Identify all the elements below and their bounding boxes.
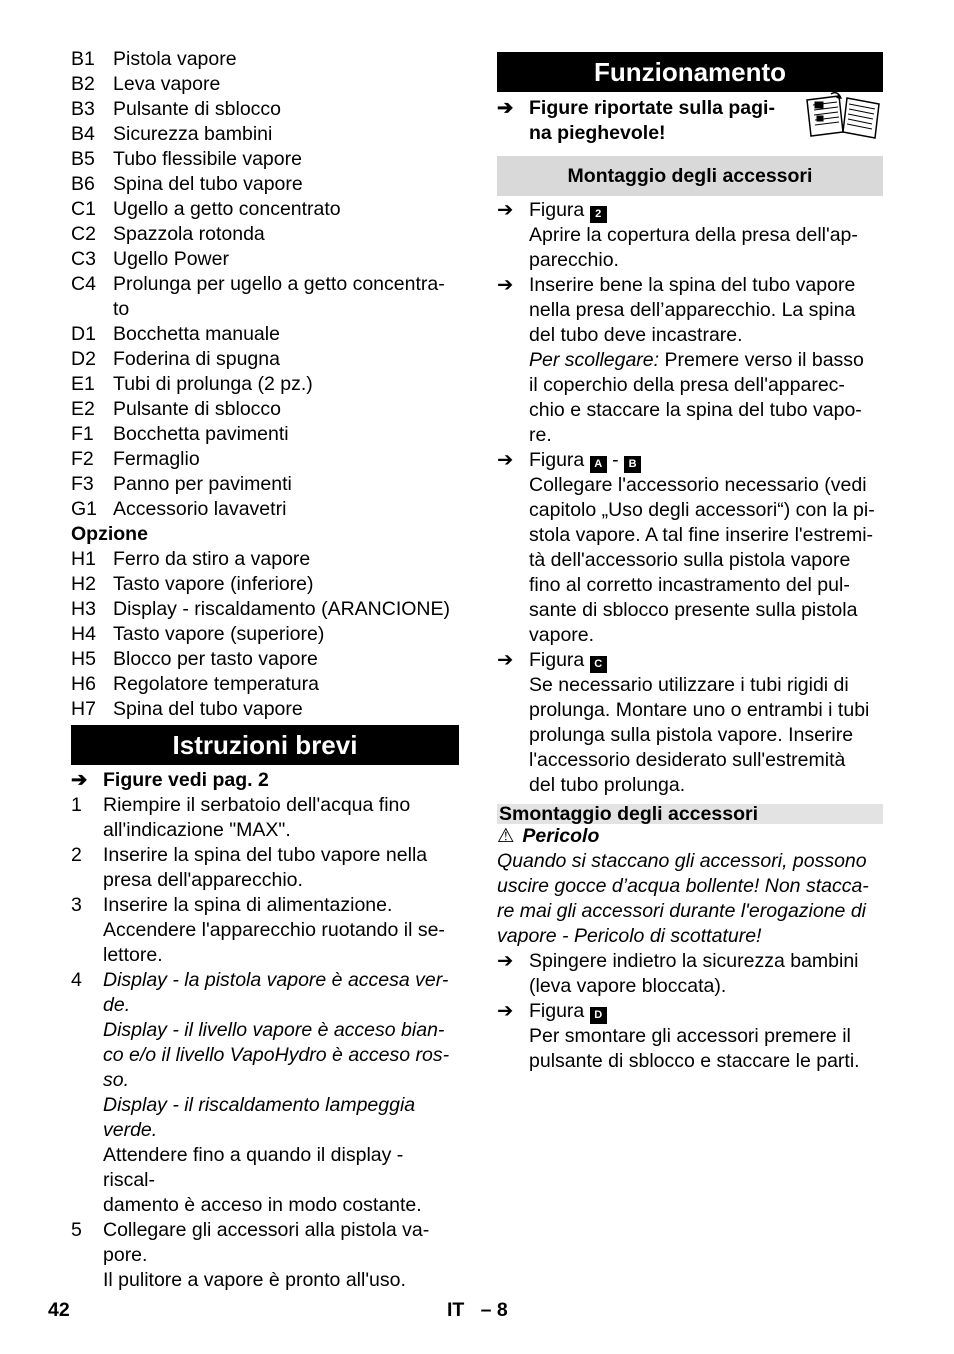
list-item bbox=[71, 72, 459, 97]
step-number: 5 bbox=[71, 1219, 82, 1241]
step-1 bbox=[71, 793, 459, 843]
figure-box: A bbox=[590, 456, 607, 473]
figure-box: D bbox=[590, 1007, 607, 1024]
insert-plug-text: Inserire bene la spina del tubo vapore nella presa dell’apparecchio. La spina del tubo deve incastrare. bbox=[529, 274, 856, 346]
list-item bbox=[71, 97, 459, 122]
item-code: E1 bbox=[71, 373, 95, 395]
item-text: Ugello Power bbox=[113, 248, 229, 270]
item-code: B2 bbox=[71, 73, 95, 95]
step-number: 2 bbox=[71, 844, 82, 866]
item-text: Spina del tubo vapore bbox=[113, 173, 303, 195]
item-text: Sicurezza bambini bbox=[113, 123, 273, 145]
item-text: Regolatore temperatura bbox=[113, 673, 319, 695]
list-item bbox=[71, 447, 459, 472]
item-code: B4 bbox=[71, 123, 95, 145]
parts-list bbox=[71, 47, 459, 522]
figure-text: Aprire la copertura della presa dell'ap- parecchio. bbox=[529, 224, 858, 271]
step-text: Riempire il serbatoio dell'acqua fino all'indicazione "MAX". bbox=[103, 794, 411, 841]
item-code: C2 bbox=[71, 223, 96, 245]
figure-text: Collegare l'accessorio necessario (vedi capitolo „Uso degli accessori“) con la pi- stola vapore. A tal fine inserire l'estremi- tà dell'accessorio sulla pistola vapore fino al corretto incastramento del pul- sante di sblocco presente sulla pistola vapore. bbox=[529, 474, 875, 646]
arrow-icon: ➔ bbox=[497, 449, 514, 471]
item-text: Tubi di prolunga (2 pz.) bbox=[113, 373, 313, 395]
list-item bbox=[71, 472, 459, 497]
item-code: D1 bbox=[71, 323, 96, 345]
arrow-icon: ➔ bbox=[497, 97, 514, 119]
figure-box: 2 bbox=[590, 206, 607, 223]
step-number: 1 bbox=[71, 794, 82, 816]
step-main-text: Collegare gli accessori alla pistola va- pore. bbox=[103, 1219, 430, 1266]
step-number: 4 bbox=[71, 969, 82, 991]
display-note-green: Display - la pistola vapore è accesa ver- de. bbox=[103, 969, 449, 1016]
smontaggio-heading: Smontaggio degli accessori bbox=[497, 804, 883, 824]
item-code: E2 bbox=[71, 398, 95, 420]
item-text: Pulsante di sblocco bbox=[113, 98, 282, 120]
item-code: B5 bbox=[71, 148, 95, 170]
arrow-icon: ➔ bbox=[497, 199, 514, 221]
item-text: Display - riscaldamento (ARANCIONE) bbox=[113, 598, 450, 620]
smontaggio-child-lock bbox=[497, 949, 883, 999]
montaggio-heading: Montaggio degli accessori bbox=[497, 156, 883, 196]
arrow-icon: ➔ bbox=[497, 950, 514, 972]
child-lock-text: Spingere indietro la sicurezza bambini (leva vapore bloccata). bbox=[529, 950, 859, 997]
smontaggio-section bbox=[497, 824, 883, 1074]
list-item bbox=[71, 672, 459, 697]
list-item bbox=[71, 497, 459, 522]
item-code: G1 bbox=[71, 498, 98, 520]
montaggio-fig-2 bbox=[497, 198, 883, 273]
arrow-icon: ➔ bbox=[497, 274, 514, 296]
item-text: Pistola vapore bbox=[113, 48, 237, 70]
list-item bbox=[71, 172, 459, 197]
figure-box: C bbox=[590, 656, 607, 673]
item-code: B3 bbox=[71, 98, 95, 120]
arrow-icon: ➔ bbox=[497, 649, 514, 671]
figure-label: Figura bbox=[529, 1000, 585, 1022]
item-code: H2 bbox=[71, 573, 96, 595]
list-item bbox=[71, 547, 459, 572]
scollegare-label: Per scollegare: bbox=[529, 349, 660, 371]
istruzioni-brevi-heading: Istruzioni brevi bbox=[71, 725, 459, 765]
smontaggio-fig-d-body bbox=[529, 999, 883, 1074]
list-item bbox=[71, 222, 459, 247]
item-text: Accessorio lavavetri bbox=[113, 498, 287, 520]
montaggio-fig-ab bbox=[497, 448, 883, 648]
item-code: F2 bbox=[71, 448, 94, 470]
list-item bbox=[71, 122, 459, 147]
list-item bbox=[71, 372, 459, 397]
item-text: Tasto vapore (inferiore) bbox=[113, 573, 314, 595]
item-code: F1 bbox=[71, 423, 94, 445]
display-note-level: Display - il livello vapore è acceso bian- co e/o il livello VapoHydro è acceso ros- so. bbox=[103, 1019, 450, 1091]
figure-ref-text: Figure vedi pag. 2 bbox=[103, 769, 269, 791]
step-extra-text: Il pulitore a vapore è pronto all'uso. bbox=[103, 1269, 406, 1291]
option-heading: Opzione bbox=[71, 523, 148, 545]
warning-text: Quando si staccano gli accessori, possono uscire gocce d’acqua bollente! Non stacca- re mai gli accessori durante l'erogazione di vapore - Pericolo di scottature! bbox=[497, 850, 869, 947]
funzionamento-heading: Funzionamento bbox=[497, 52, 883, 92]
list-item bbox=[71, 697, 459, 722]
figure-ref-note bbox=[71, 768, 459, 793]
item-text: Ferro da stiro a vapore bbox=[113, 548, 311, 570]
item-code: H5 bbox=[71, 648, 96, 670]
step-2 bbox=[71, 843, 459, 893]
step-3 bbox=[71, 893, 459, 968]
warning-icon: ⚠ bbox=[497, 825, 515, 847]
arrow-icon: ➔ bbox=[497, 1000, 514, 1022]
list-item bbox=[71, 47, 459, 72]
montaggio-fig-c bbox=[497, 648, 883, 798]
step-text: Inserire la spina del tubo vapore nella presa dell'apparecchio. bbox=[103, 844, 428, 891]
item-text: Blocco per tasto vapore bbox=[113, 648, 318, 670]
item-code: H1 bbox=[71, 548, 96, 570]
figure-label: Figura bbox=[529, 649, 585, 671]
step-4 bbox=[71, 968, 459, 1218]
item-code: B1 bbox=[71, 48, 95, 70]
item-code: C1 bbox=[71, 198, 96, 220]
list-item bbox=[71, 322, 459, 347]
item-code: F3 bbox=[71, 473, 94, 495]
montaggio-fig-ab-body bbox=[529, 448, 883, 648]
step-main-text: Inserire la spina di alimentazione. bbox=[103, 894, 393, 916]
item-text: Fermaglio bbox=[113, 448, 200, 470]
foldout-book-icon bbox=[803, 92, 883, 142]
figure-text: Per smontare gli accessori premere il pulsante di sblocco e staccare le parti. bbox=[529, 1025, 860, 1072]
page-number: 42 bbox=[48, 1299, 70, 1321]
item-text: Panno per pavimenti bbox=[113, 473, 292, 495]
list-item bbox=[71, 197, 459, 222]
figure-label: Figura bbox=[529, 449, 585, 471]
left-column bbox=[71, 47, 459, 1293]
montaggio-fig-2-body bbox=[529, 198, 883, 273]
item-code: H4 bbox=[71, 623, 96, 645]
warning-heading bbox=[497, 824, 883, 849]
list-item bbox=[71, 272, 459, 322]
figure-box: B bbox=[624, 456, 641, 473]
item-text: Leva vapore bbox=[113, 73, 221, 95]
list-item bbox=[71, 397, 459, 422]
figure-note bbox=[497, 96, 883, 148]
arrow-icon: ➔ bbox=[71, 769, 88, 791]
figure-note-text: Figure riportate sulla pagi- na pieghevole! bbox=[529, 97, 775, 144]
figure-label: Figura bbox=[529, 199, 585, 221]
list-item bbox=[71, 347, 459, 372]
scollegare-text: Premere verso il basso il coperchio della presa dell'apparec- chio e staccare la spina del tubo vapo- re. bbox=[529, 349, 864, 446]
right-column bbox=[497, 52, 883, 1074]
list-item bbox=[71, 147, 459, 172]
list-item bbox=[71, 647, 459, 672]
item-text: Spazzola rotonda bbox=[113, 223, 265, 245]
item-text: Ugello a getto concentrato bbox=[113, 198, 341, 220]
montaggio-section bbox=[497, 198, 883, 798]
warning-label: Pericolo bbox=[522, 825, 600, 847]
item-code: B6 bbox=[71, 173, 95, 195]
list-item bbox=[71, 597, 459, 622]
figure-separator: - bbox=[606, 449, 625, 471]
step-text bbox=[103, 1218, 459, 1293]
montaggio-insert-body bbox=[529, 273, 883, 448]
option-list bbox=[71, 547, 459, 722]
item-code: H3 bbox=[71, 598, 96, 620]
item-code: C4 bbox=[71, 273, 96, 295]
item-code: D2 bbox=[71, 348, 96, 370]
list-item bbox=[71, 572, 459, 597]
smontaggio-fig-d bbox=[497, 999, 883, 1074]
list-item bbox=[71, 622, 459, 647]
item-code: H7 bbox=[71, 698, 96, 720]
item-text: Prolunga per ugello a getto concentra- to bbox=[113, 273, 445, 320]
step-5 bbox=[71, 1218, 459, 1293]
step-extra-text: Accendere l'apparecchio ruotando il se- lettore. bbox=[103, 919, 445, 966]
item-text: Pulsante di sblocco bbox=[113, 398, 282, 420]
montaggio-fig-c-body bbox=[529, 648, 883, 798]
item-text: Bocchetta pavimenti bbox=[113, 423, 289, 445]
step-text bbox=[103, 893, 459, 968]
item-text: Foderina di spugna bbox=[113, 348, 280, 370]
display-note-heating: Display - il riscaldamento lampeggia verde. bbox=[103, 1094, 416, 1141]
figure-text: Se necessario utilizzare i tubi rigidi di prolunga. Montare uno o entrambi i tubi prolunga sulla pistola vapore. Inserire l'accessorio desiderato sull'estremità del tubo prolunga. bbox=[529, 674, 870, 796]
item-text: Spina del tubo vapore bbox=[113, 698, 303, 720]
item-text: Tubo flessibile vapore bbox=[113, 148, 302, 170]
step-number: 3 bbox=[71, 894, 82, 916]
montaggio-insert-plug bbox=[497, 273, 883, 448]
item-text: Tasto vapore (superiore) bbox=[113, 623, 325, 645]
step-extra-text: Attendere fino a quando il display - riscal- damento è acceso in modo costante. bbox=[103, 1144, 422, 1216]
item-code: H6 bbox=[71, 673, 96, 695]
language-page-label: IT – 8 bbox=[447, 1299, 508, 1321]
item-text: Bocchetta manuale bbox=[113, 323, 280, 345]
list-item bbox=[71, 247, 459, 272]
step-text bbox=[103, 968, 459, 1218]
list-item bbox=[71, 422, 459, 447]
item-code: C3 bbox=[71, 248, 96, 270]
